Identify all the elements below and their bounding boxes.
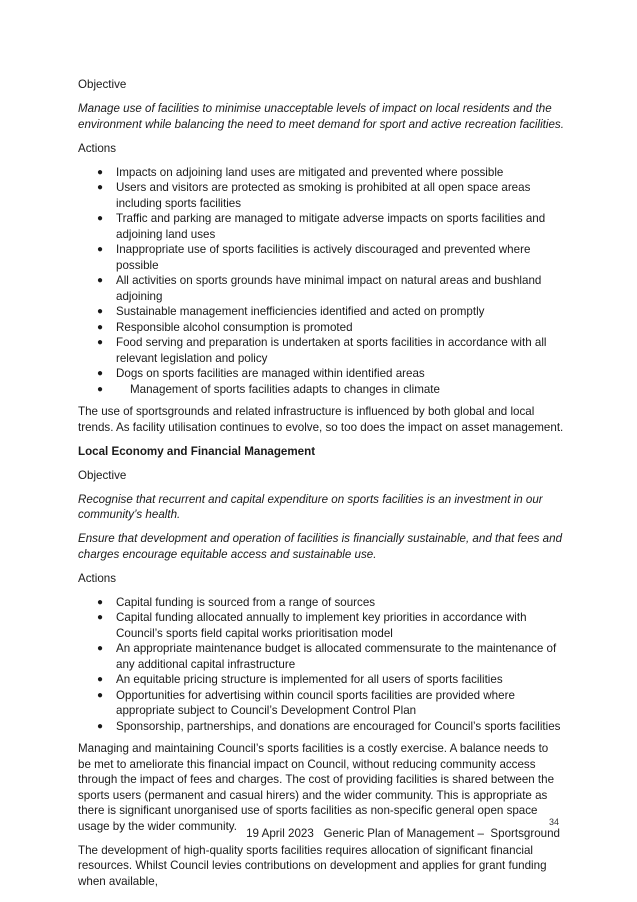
actions-list: [78, 595, 564, 735]
list-item: ● Responsible alcohol consumption is promoted: [97, 320, 353, 334]
list-item: ● Capital funding allocated annually to implement key priorities in accordance with Council’s sports field capital works prioritisation model: [97, 611, 527, 640]
list-item: ● An appropriate maintenance budget is allocated commensurate to the maintenance of any additional capital infrastructure: [97, 642, 557, 671]
body-paragraph: The use of sportsgrounds and related infrastructure is influenced by both global and local trends. As facility utilisation continues to evolve, so too does the impact on asset management.: [78, 405, 564, 434]
footer-title: Generic Plan of Management – Sportsground: [323, 827, 560, 840]
bullet-icon: ●: [97, 383, 104, 395]
objective-text: Manage use of facilities to minimise unacceptable levels of impact on local residents and the environment while balancing the need to meet demand for sport and active recreation facilities.: [78, 102, 564, 131]
list-item: ● Opportunities for advertising within council sports facilities are provided where appropriate subject to Council’s Development Control Plan: [97, 688, 515, 717]
bullet-icon: ●: [97, 643, 104, 654]
list-item: ● Sustainable management inefficiencies identified and acted on promptly: [97, 305, 485, 318]
actions-list: [78, 165, 564, 398]
page-footer: [246, 826, 560, 842]
bullet-icon: ●: [97, 689, 104, 701]
list-item: ● Traffic and parking are managed to mitigate adverse impacts on sports facilities and adjoining land uses: [97, 212, 546, 241]
list-item: ● Management of sports facilities adapts to changes in climate: [97, 382, 440, 396]
page-content: [78, 77, 564, 898]
bullet-icon: ●: [97, 244, 104, 255]
bullet-icon: ●: [97, 612, 104, 623]
bullet-icon: ●: [97, 213, 104, 224]
actions-heading: Actions: [78, 571, 117, 585]
list-item: ● An equitable pricing structure is implemented for all users of sports facilities: [97, 673, 503, 686]
objective-heading: Objective: [78, 78, 127, 91]
bullet-icon: ●: [97, 674, 104, 685]
actions-heading: Actions: [78, 141, 117, 155]
objective-text: Recognise that recurrent and capital expenditure on sports facilities is an investment in our community’s health.: [78, 492, 543, 521]
body-paragraph: The development of high-quality sports facilities requires allocation of significant financial resources. Whilst Council levies contributions on development and applies for grant funding when available,: [78, 843, 547, 888]
list-item: ● Users and visitors are protected as smoking is prohibited at all open space areas including sports facilities: [97, 181, 531, 210]
bullet-icon: ●: [97, 306, 104, 317]
section-heading: Local Economy and Financial Management: [78, 444, 316, 458]
list-item: ● Food serving and preparation is undertaken at sports facilities in accordance with all relevant legislation and policy: [97, 336, 547, 365]
bullet-icon: ●: [97, 596, 104, 608]
list-item: ● Sponsorship, partnerships, and donations are encouraged for Council’s sports facilities: [97, 719, 561, 733]
page-number: 34: [548, 817, 559, 827]
body-paragraph: Managing and maintaining Council’s sports facilities is a costly exercise. A balance needs to be met to ameliorate this financial impact on Council, without reducing community access through the impact of fees and charges. The cost of providing facilities is shared between the sports users (permanent and casual hirers) and the wider community. This is appropriate as there is significant unorganised use of sports facilities as non-specific general open space usage by the wider community.: [78, 742, 555, 833]
bullet-icon: ●: [97, 321, 104, 333]
objective-heading: Objective: [78, 468, 127, 482]
list-item: ● Dogs on sports facilities are managed within identified areas: [97, 367, 425, 380]
bullet-icon: ●: [97, 275, 104, 286]
list-item: ● Inappropriate use of sports facilities is actively discouraged and prevented where possible: [97, 243, 531, 272]
bullet-icon: ●: [97, 182, 104, 193]
bullet-icon: ●: [97, 337, 104, 348]
objective-text: Ensure that development and operation of facilities is financially sustainable, and that fees and charges encourage equitable access and sustainable use.: [78, 532, 563, 561]
list-item: ● Capital funding is sourced from a range of sources: [97, 595, 376, 609]
list-item: ● All activities on sports grounds have minimal impact on natural areas and bushland adjoining: [97, 274, 542, 303]
bullet-icon: ●: [97, 720, 104, 732]
footer-date: 19 April 2023: [246, 827, 314, 840]
bullet-icon: ●: [97, 368, 104, 379]
list-item: ● Impacts on adjoining land uses are mitigated and prevented where possible: [97, 165, 504, 179]
bullet-icon: ●: [97, 166, 104, 178]
